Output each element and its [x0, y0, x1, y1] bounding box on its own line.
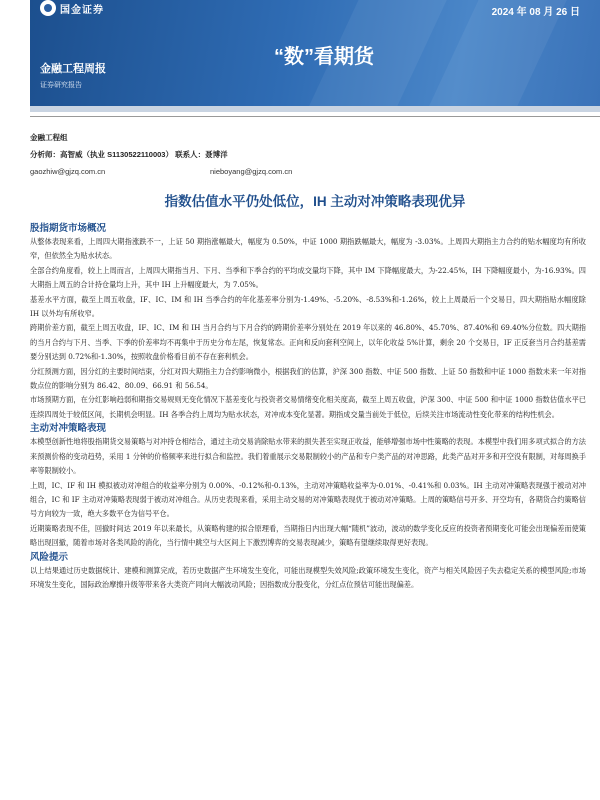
paragraph: 跨期价差方面，截至上周五收盘，IF、IC、IM 和 IH 当月合约与下月合约的跨期价差率分别处在 2019 年以来的 46.80%、45.70%、87.40%和 69.40%分位数。四大期指的当月合约与下月、当季、下季的价差率均不再集中于历史分布左尾，恢复常态。正向和反向套利空间上，以年化收益 5%计算，剩余 20 个交易日，IF 正反套当月合约基差需要分别达到 0.72%和-1.30%，按照收盘价格看目前不存在套利机会。: [30, 323, 586, 362]
logo-icon: [40, 0, 56, 16]
report-date: 2024 年 08 月 26 日: [491, 7, 580, 18]
header-banner: [30, 0, 600, 112]
email-link[interactable]: gaozhiw@gjzq.com.cn: [30, 167, 106, 176]
report-type: 金融工程周报: [40, 63, 106, 75]
paragraph: 近期策略表现不佳，回撤时间达 2019 年以来最长，从策略构建的拟合原理看，当期指日内出现大幅“随机”波动，波动的数学变化反应的投资者预期变化可能会出现偏差而使策略出现回撤，随着市场对各类风险的消化，当行情中跳空与大区间上下激烈博弈的交易表现减少，策略有望继续取得更好表现。: [30, 523, 586, 548]
paragraph: 本模型创新性地将股指期货交易策略与对冲持仓相结合，通过主动交易消除贴水带来的损失甚至实现正收益，能够增强市场中性策略的表现。本模型中我们用多项式拟合的方法来预测价格的变动趋势，采用 1 分钟的价格频率来进行拟合和监控。我们着重展示交易限制较小的产品和专户类产品的对冲思路，此类产品对开多和开空没有限制，对每周换手率等限制较小。: [30, 437, 586, 476]
report-title: “数”看期货: [274, 46, 374, 68]
report-headline: 指数估值水平仍处低位，IH 主动对冲策略表现优异: [164, 194, 466, 209]
report-body: [30, 222, 586, 592]
banner-edge: [30, 106, 600, 112]
company-logo: [40, 0, 104, 16]
section-heading-risk: 风险提示: [30, 551, 69, 563]
author-emails: [30, 167, 293, 176]
divider: [30, 116, 600, 117]
paragraph: 全部合约角度看，较上上周而言，上周四大期指当月、下月、当季和下季合约的平均成交量均下降，其中 IM 下降幅度最大，为-22.45%，IH 下降幅度最小，为-16.93%。四大期指上周五的合计持仓量均上升，其中 IH 上升幅度最大，为 7.05%。: [30, 265, 586, 290]
paragraph: 市场预期方面，在分红影响趋弱和期指交易规则无变化情况下基差变化与投资者交易情绪变化相关度高，截至上周五收盘，沪深 300、中证 500 和中证 1000 指数估值水平已连续四周处于较低区间，长期机会明显。IH 各季合约上周均为贴水状态，对冲成本变化显著。期指成交量当前处于低位，后续关注市场流动性变化带来的结构性机会。: [30, 395, 586, 419]
author-group: 金融工程组: [30, 133, 68, 142]
paragraph: 以上结果通过历史数据统计、建模和测算完成，若历史数据产生环境发生变化，可能出现模型失效风险;政策环境发生变化，资产与相关风险因子失去稳定关系的模型风险;市场环境发生变化，国际政治摩擦升级等带来各大类资产同向大幅波动风险；因指数成分股变化，分红点位预估可能出现偏差。: [30, 565, 586, 589]
section-heading-strategy: 主动对冲策略表现: [30, 423, 107, 435]
paragraph: 从整体表现来看，上周四大期指涨跌不一，上证 50 期指涨幅最大，幅度为 0.50%，中证 1000 期指跌幅最大，幅度为 -3.03%。上周四大期指主力合约的贴水幅度均有所收窄，但依然全为贴水状态。: [30, 237, 586, 261]
analyst-line: 分析师：高智威（执业 S1130522110003） 联系人：聂博洋: [30, 150, 228, 159]
paragraph: 上周，IC、IF 和 IH 模拟被动对冲组合的收益率分别为 0.00%、-0.12%和-0.13%，主动对冲策略收益率为-0.01%、-0.41%和 0.03%。IH 主动对冲策略表现强于被动对冲组合，IC 和 IF 主动对冲策略表现弱于被动对冲组合。从历史表现来看，采用主动交易的对冲策略表现优于被动对冲策略。上周的策略信号开多、开空均有，各期货合约策略信号方向较为一致，绝大多数平仓为信号平仓。: [30, 480, 586, 519]
report-subtype: 证券研究报告: [40, 82, 82, 89]
section-heading-market: 股指期货市场概况: [30, 223, 107, 234]
paragraph: 分红预测方面，因分红的主要时间结束，分红对四大期指主力合约影响微小，根据我们的估算，沪深 300 指数、中证 500 指数、上证 50 指数和中证 1000 指数未来一年对指数点位的影响分别为 86.42、80.09、66.91 和 56.54。: [30, 366, 586, 391]
email-link[interactable]: nieboyang@gjzq.com.cn: [210, 167, 293, 176]
logo-text: 国金证券: [60, 4, 104, 16]
paragraph: 基差水平方面，截至上周五收盘，IF、IC、IM 和 IH 当季合约的年化基差率分别为-1.49%、-5.20%、-8.53%和-1.26%，较上上周最后一个交易日，四大期指贴水幅度除 IH 以外均有所收窄。: [30, 294, 586, 319]
